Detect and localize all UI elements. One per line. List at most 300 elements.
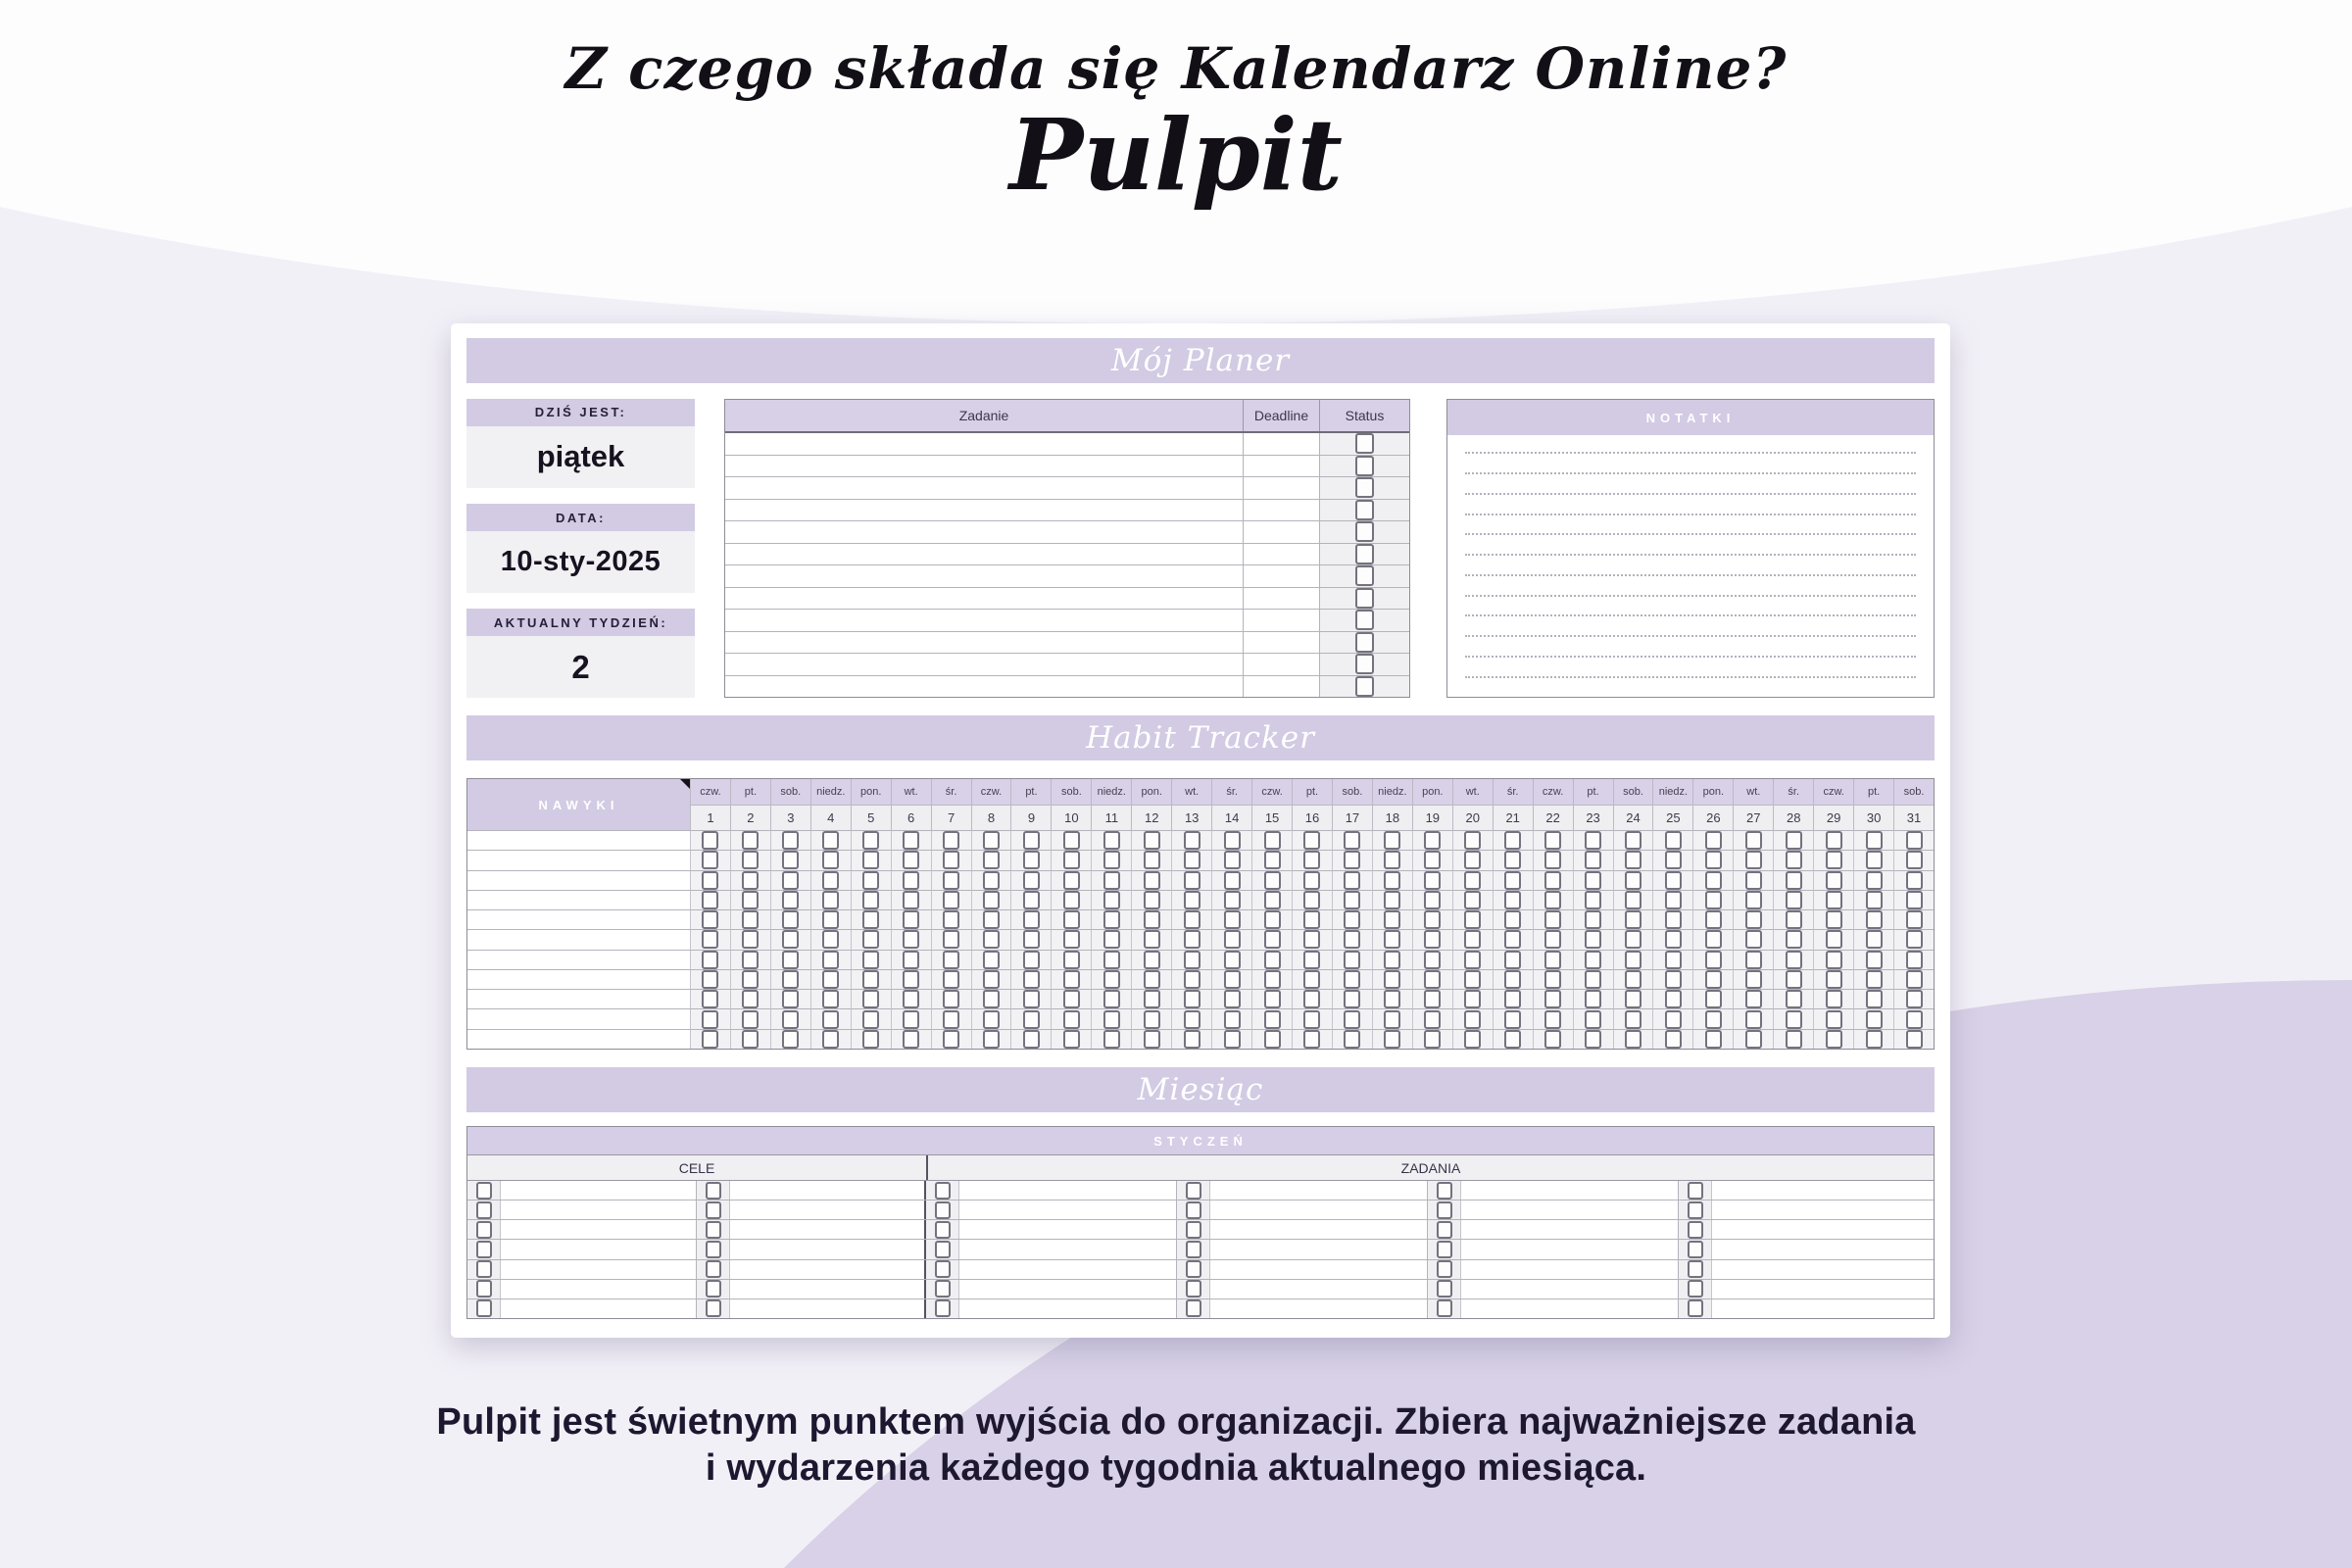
habit-checkbox[interactable] xyxy=(1705,1010,1722,1029)
habit-checkbox[interactable] xyxy=(1063,1010,1080,1029)
habit-checkbox[interactable] xyxy=(1424,951,1441,969)
habit-checkbox[interactable] xyxy=(1184,930,1200,949)
habit-checkbox[interactable] xyxy=(1544,951,1561,969)
habit-checkbox[interactable] xyxy=(1464,990,1481,1008)
deadline-cell[interactable] xyxy=(1243,632,1319,654)
habit-checkbox[interactable] xyxy=(1184,910,1200,929)
habit-checkbox[interactable] xyxy=(1625,970,1642,989)
habit-checkbox[interactable] xyxy=(1906,990,1923,1008)
habit-checkbox[interactable] xyxy=(1786,910,1802,929)
habit-checkbox[interactable] xyxy=(1705,910,1722,929)
habit-checkbox[interactable] xyxy=(983,990,1000,1008)
habit-checkbox[interactable] xyxy=(702,930,718,949)
habit-checkbox[interactable] xyxy=(742,951,759,969)
habit-checkbox[interactable] xyxy=(1665,1030,1682,1049)
habit-checkbox[interactable] xyxy=(1224,831,1241,850)
month-task-cell[interactable] xyxy=(959,1181,1177,1200)
habit-checkbox[interactable] xyxy=(1023,970,1040,989)
task-cell[interactable] xyxy=(725,456,1243,477)
habit-checkbox[interactable] xyxy=(702,990,718,1008)
habit-checkbox[interactable] xyxy=(1906,951,1923,969)
status-checkbox[interactable] xyxy=(1355,610,1374,630)
goal-checkbox[interactable] xyxy=(706,1221,721,1239)
habit-checkbox[interactable] xyxy=(742,970,759,989)
habit-checkbox[interactable] xyxy=(1264,970,1281,989)
habit-checkbox[interactable] xyxy=(1264,930,1281,949)
habit-checkbox[interactable] xyxy=(862,990,879,1008)
habit-checkbox[interactable] xyxy=(1384,851,1400,869)
habit-checkbox[interactable] xyxy=(983,891,1000,909)
month-task-cell[interactable] xyxy=(1210,1260,1428,1279)
habit-checkbox[interactable] xyxy=(983,910,1000,929)
habit-checkbox[interactable] xyxy=(943,891,959,909)
habit-checkbox[interactable] xyxy=(1504,990,1521,1008)
deadline-cell[interactable] xyxy=(1243,676,1319,698)
habit-checkbox[interactable] xyxy=(1184,871,1200,890)
habit-checkbox[interactable] xyxy=(1344,910,1360,929)
month-task-cell[interactable] xyxy=(1461,1260,1679,1279)
habit-checkbox[interactable] xyxy=(742,831,759,850)
habit-checkbox[interactable] xyxy=(822,891,839,909)
month-task-checkbox[interactable] xyxy=(1186,1260,1201,1278)
goal-cell[interactable] xyxy=(501,1220,697,1239)
habit-checkbox[interactable] xyxy=(742,891,759,909)
goal-cell[interactable] xyxy=(501,1260,697,1279)
habit-checkbox[interactable] xyxy=(1504,891,1521,909)
habit-checkbox[interactable] xyxy=(1424,970,1441,989)
habit-checkbox[interactable] xyxy=(702,871,718,890)
month-task-checkbox[interactable] xyxy=(1437,1260,1452,1278)
habit-checkbox[interactable] xyxy=(1424,1030,1441,1049)
habit-checkbox[interactable] xyxy=(943,831,959,850)
habit-checkbox[interactable] xyxy=(1544,970,1561,989)
habit-checkbox[interactable] xyxy=(1786,871,1802,890)
habit-checkbox[interactable] xyxy=(1103,990,1120,1008)
habit-checkbox[interactable] xyxy=(1023,871,1040,890)
habit-checkbox[interactable] xyxy=(1906,831,1923,850)
month-task-checkbox[interactable] xyxy=(935,1201,951,1219)
goal-cell[interactable] xyxy=(730,1240,926,1258)
habit-checkbox[interactable] xyxy=(1544,871,1561,890)
habit-checkbox[interactable] xyxy=(1504,871,1521,890)
deadline-cell[interactable] xyxy=(1243,477,1319,499)
month-task-cell[interactable] xyxy=(959,1260,1177,1279)
habit-checkbox[interactable] xyxy=(1144,910,1160,929)
habit-checkbox[interactable] xyxy=(1705,930,1722,949)
habit-checkbox[interactable] xyxy=(1063,851,1080,869)
habit-checkbox[interactable] xyxy=(1384,910,1400,929)
habit-checkbox[interactable] xyxy=(983,970,1000,989)
habit-checkbox[interactable] xyxy=(1464,871,1481,890)
habit-checkbox[interactable] xyxy=(1384,951,1400,969)
habit-checkbox[interactable] xyxy=(1544,1010,1561,1029)
month-task-cell[interactable] xyxy=(1461,1220,1679,1239)
habit-checkbox[interactable] xyxy=(782,1030,799,1049)
habit-checkbox[interactable] xyxy=(903,990,919,1008)
habit-checkbox[interactable] xyxy=(1585,891,1601,909)
task-cell[interactable] xyxy=(725,521,1243,543)
notes-body[interactable] xyxy=(1447,435,1934,697)
status-checkbox[interactable] xyxy=(1355,565,1374,586)
month-task-checkbox[interactable] xyxy=(1688,1201,1703,1219)
habit-checkbox[interactable] xyxy=(1103,1010,1120,1029)
habit-checkbox[interactable] xyxy=(1063,831,1080,850)
habit-checkbox[interactable] xyxy=(862,970,879,989)
habit-checkbox[interactable] xyxy=(1303,1030,1320,1049)
habit-checkbox[interactable] xyxy=(822,930,839,949)
habit-checkbox[interactable] xyxy=(1103,970,1120,989)
habit-checkbox[interactable] xyxy=(822,871,839,890)
habit-checkbox[interactable] xyxy=(1023,1030,1040,1049)
habit-checkbox[interactable] xyxy=(1826,951,1842,969)
habit-name-cell[interactable] xyxy=(467,969,690,989)
goal-checkbox[interactable] xyxy=(476,1280,492,1298)
habit-checkbox[interactable] xyxy=(742,871,759,890)
habit-checkbox[interactable] xyxy=(1665,970,1682,989)
habit-checkbox[interactable] xyxy=(1745,831,1762,850)
habit-checkbox[interactable] xyxy=(1224,871,1241,890)
habit-name-cell[interactable] xyxy=(467,950,690,969)
habit-checkbox[interactable] xyxy=(1585,990,1601,1008)
month-task-checkbox[interactable] xyxy=(1186,1241,1201,1258)
habit-checkbox[interactable] xyxy=(1303,990,1320,1008)
habit-checkbox[interactable] xyxy=(1866,910,1883,929)
habit-name-cell[interactable] xyxy=(467,909,690,929)
habit-checkbox[interactable] xyxy=(1184,851,1200,869)
habit-name-cell[interactable] xyxy=(467,830,690,850)
deadline-cell[interactable] xyxy=(1243,500,1319,521)
habit-checkbox[interactable] xyxy=(1103,871,1120,890)
habit-checkbox[interactable] xyxy=(1786,930,1802,949)
habit-checkbox[interactable] xyxy=(1103,951,1120,969)
habit-name-cell[interactable] xyxy=(467,850,690,869)
habit-checkbox[interactable] xyxy=(1023,910,1040,929)
habit-checkbox[interactable] xyxy=(1344,951,1360,969)
status-checkbox[interactable] xyxy=(1355,477,1374,498)
habit-checkbox[interactable] xyxy=(1745,851,1762,869)
habit-checkbox[interactable] xyxy=(1866,970,1883,989)
deadline-cell[interactable] xyxy=(1243,588,1319,610)
month-task-cell[interactable] xyxy=(959,1220,1177,1239)
habit-checkbox[interactable] xyxy=(742,851,759,869)
habit-checkbox[interactable] xyxy=(862,1030,879,1049)
habit-checkbox[interactable] xyxy=(1585,930,1601,949)
habit-checkbox[interactable] xyxy=(1103,891,1120,909)
month-task-checkbox[interactable] xyxy=(1437,1201,1452,1219)
habit-checkbox[interactable] xyxy=(1303,871,1320,890)
habit-checkbox[interactable] xyxy=(1023,930,1040,949)
habit-checkbox[interactable] xyxy=(1705,990,1722,1008)
habit-checkbox[interactable] xyxy=(1224,951,1241,969)
habit-checkbox[interactable] xyxy=(1023,951,1040,969)
month-task-cell[interactable] xyxy=(1210,1280,1428,1298)
habit-checkbox[interactable] xyxy=(1224,930,1241,949)
goal-cell[interactable] xyxy=(730,1280,926,1298)
habit-checkbox[interactable] xyxy=(943,970,959,989)
habit-checkbox[interactable] xyxy=(1906,1010,1923,1029)
goal-cell[interactable] xyxy=(730,1181,926,1200)
habit-checkbox[interactable] xyxy=(1264,891,1281,909)
habit-checkbox[interactable] xyxy=(1906,1030,1923,1049)
habit-checkbox[interactable] xyxy=(1665,891,1682,909)
habit-checkbox[interactable] xyxy=(1826,1030,1842,1049)
task-cell[interactable] xyxy=(725,588,1243,610)
habit-checkbox[interactable] xyxy=(782,1010,799,1029)
habit-checkbox[interactable] xyxy=(1544,831,1561,850)
habit-checkbox[interactable] xyxy=(862,851,879,869)
habit-checkbox[interactable] xyxy=(862,831,879,850)
habit-checkbox[interactable] xyxy=(1023,891,1040,909)
habit-checkbox[interactable] xyxy=(943,1010,959,1029)
month-task-cell[interactable] xyxy=(1461,1280,1679,1298)
habit-checkbox[interactable] xyxy=(1303,910,1320,929)
habit-checkbox[interactable] xyxy=(1144,951,1160,969)
deadline-cell[interactable] xyxy=(1243,565,1319,587)
habit-checkbox[interactable] xyxy=(1464,891,1481,909)
habit-checkbox[interactable] xyxy=(702,970,718,989)
habit-checkbox[interactable] xyxy=(1344,970,1360,989)
habit-checkbox[interactable] xyxy=(1063,891,1080,909)
goal-checkbox[interactable] xyxy=(476,1201,492,1219)
month-task-checkbox[interactable] xyxy=(1688,1182,1703,1200)
habit-checkbox[interactable] xyxy=(1544,910,1561,929)
habit-checkbox[interactable] xyxy=(1184,970,1200,989)
habit-checkbox[interactable] xyxy=(1826,891,1842,909)
habit-checkbox[interactable] xyxy=(702,891,718,909)
habit-checkbox[interactable] xyxy=(903,851,919,869)
habit-checkbox[interactable] xyxy=(1303,891,1320,909)
habit-checkbox[interactable] xyxy=(1585,871,1601,890)
habit-checkbox[interactable] xyxy=(1464,851,1481,869)
status-checkbox[interactable] xyxy=(1355,521,1374,542)
habit-checkbox[interactable] xyxy=(1866,871,1883,890)
habit-checkbox[interactable] xyxy=(782,951,799,969)
task-cell[interactable] xyxy=(725,654,1243,675)
habit-checkbox[interactable] xyxy=(1625,910,1642,929)
habit-checkbox[interactable] xyxy=(1786,990,1802,1008)
month-task-cell[interactable] xyxy=(1712,1220,1934,1239)
habit-checkbox[interactable] xyxy=(1625,1010,1642,1029)
habit-checkbox[interactable] xyxy=(1705,951,1722,969)
goal-cell[interactable] xyxy=(501,1280,697,1298)
habit-checkbox[interactable] xyxy=(1665,910,1682,929)
month-task-cell[interactable] xyxy=(1210,1181,1428,1200)
habit-checkbox[interactable] xyxy=(1866,951,1883,969)
month-task-checkbox[interactable] xyxy=(1688,1280,1703,1298)
habit-checkbox[interactable] xyxy=(943,930,959,949)
month-task-cell[interactable] xyxy=(1461,1181,1679,1200)
habit-checkbox[interactable] xyxy=(1424,990,1441,1008)
habit-checkbox[interactable] xyxy=(1665,1010,1682,1029)
habit-checkbox[interactable] xyxy=(1745,891,1762,909)
habit-checkbox[interactable] xyxy=(1103,831,1120,850)
habit-checkbox[interactable] xyxy=(1504,1030,1521,1049)
habit-checkbox[interactable] xyxy=(1144,891,1160,909)
habit-checkbox[interactable] xyxy=(782,930,799,949)
habit-checkbox[interactable] xyxy=(782,831,799,850)
habit-checkbox[interactable] xyxy=(943,990,959,1008)
habit-checkbox[interactable] xyxy=(903,910,919,929)
habit-checkbox[interactable] xyxy=(983,871,1000,890)
habit-checkbox[interactable] xyxy=(1384,871,1400,890)
habit-checkbox[interactable] xyxy=(1625,1030,1642,1049)
habit-checkbox[interactable] xyxy=(862,951,879,969)
habit-checkbox[interactable] xyxy=(1184,891,1200,909)
habit-checkbox[interactable] xyxy=(1504,951,1521,969)
month-task-cell[interactable] xyxy=(1461,1299,1679,1318)
habit-checkbox[interactable] xyxy=(1826,851,1842,869)
habit-checkbox[interactable] xyxy=(1705,1030,1722,1049)
habit-checkbox[interactable] xyxy=(1544,891,1561,909)
habit-checkbox[interactable] xyxy=(1144,1030,1160,1049)
goal-cell[interactable] xyxy=(501,1200,697,1219)
status-checkbox[interactable] xyxy=(1355,456,1374,476)
habit-checkbox[interactable] xyxy=(903,930,919,949)
habit-checkbox[interactable] xyxy=(782,970,799,989)
habit-checkbox[interactable] xyxy=(1786,970,1802,989)
habit-checkbox[interactable] xyxy=(1144,970,1160,989)
habit-checkbox[interactable] xyxy=(1504,930,1521,949)
habit-checkbox[interactable] xyxy=(1264,851,1281,869)
habit-checkbox[interactable] xyxy=(1705,851,1722,869)
habit-checkbox[interactable] xyxy=(1063,871,1080,890)
habit-name-cell[interactable] xyxy=(467,890,690,909)
habit-checkbox[interactable] xyxy=(1866,930,1883,949)
month-task-cell[interactable] xyxy=(959,1240,1177,1258)
habit-checkbox[interactable] xyxy=(1384,1030,1400,1049)
habit-checkbox[interactable] xyxy=(1745,930,1762,949)
month-task-checkbox[interactable] xyxy=(1186,1299,1201,1317)
habit-checkbox[interactable] xyxy=(702,1010,718,1029)
habit-checkbox[interactable] xyxy=(1184,1030,1200,1049)
habit-checkbox[interactable] xyxy=(862,871,879,890)
habit-checkbox[interactable] xyxy=(1224,990,1241,1008)
habit-checkbox[interactable] xyxy=(1544,930,1561,949)
habit-checkbox[interactable] xyxy=(1906,891,1923,909)
month-task-checkbox[interactable] xyxy=(1688,1299,1703,1317)
status-checkbox[interactable] xyxy=(1355,676,1374,697)
status-checkbox[interactable] xyxy=(1355,588,1374,609)
habit-checkbox[interactable] xyxy=(822,831,839,850)
habit-checkbox[interactable] xyxy=(1384,831,1400,850)
habit-checkbox[interactable] xyxy=(1264,1030,1281,1049)
habit-checkbox[interactable] xyxy=(1224,851,1241,869)
habit-checkbox[interactable] xyxy=(1303,1010,1320,1029)
task-cell[interactable] xyxy=(725,500,1243,521)
month-task-checkbox[interactable] xyxy=(935,1260,951,1278)
habit-checkbox[interactable] xyxy=(1866,990,1883,1008)
habit-checkbox[interactable] xyxy=(1464,910,1481,929)
status-checkbox[interactable] xyxy=(1355,544,1374,564)
habit-checkbox[interactable] xyxy=(983,930,1000,949)
habit-checkbox[interactable] xyxy=(1745,871,1762,890)
month-task-checkbox[interactable] xyxy=(935,1182,951,1200)
habit-checkbox[interactable] xyxy=(1585,910,1601,929)
month-task-cell[interactable] xyxy=(1712,1280,1934,1298)
habit-checkbox[interactable] xyxy=(1303,930,1320,949)
month-task-cell[interactable] xyxy=(1461,1240,1679,1258)
habit-checkbox[interactable] xyxy=(822,910,839,929)
deadline-cell[interactable] xyxy=(1243,610,1319,631)
habit-checkbox[interactable] xyxy=(1103,1030,1120,1049)
month-task-cell[interactable] xyxy=(1210,1200,1428,1219)
habit-checkbox[interactable] xyxy=(1464,831,1481,850)
habit-checkbox[interactable] xyxy=(1665,831,1682,850)
habit-checkbox[interactable] xyxy=(1303,851,1320,869)
habit-checkbox[interactable] xyxy=(1906,930,1923,949)
habit-checkbox[interactable] xyxy=(1303,970,1320,989)
goal-checkbox[interactable] xyxy=(706,1241,721,1258)
month-task-checkbox[interactable] xyxy=(935,1221,951,1239)
month-task-checkbox[interactable] xyxy=(1437,1241,1452,1258)
habit-checkbox[interactable] xyxy=(983,831,1000,850)
habit-checkbox[interactable] xyxy=(1826,910,1842,929)
habit-checkbox[interactable] xyxy=(862,910,879,929)
habit-checkbox[interactable] xyxy=(1585,1010,1601,1029)
task-cell[interactable] xyxy=(725,610,1243,631)
task-cell[interactable] xyxy=(725,565,1243,587)
habit-checkbox[interactable] xyxy=(822,970,839,989)
habit-checkbox[interactable] xyxy=(1184,1010,1200,1029)
habit-checkbox[interactable] xyxy=(1464,930,1481,949)
month-task-checkbox[interactable] xyxy=(1437,1182,1452,1200)
habit-checkbox[interactable] xyxy=(983,1010,1000,1029)
habit-checkbox[interactable] xyxy=(702,951,718,969)
month-task-checkbox[interactable] xyxy=(935,1299,951,1317)
habit-name-cell[interactable] xyxy=(467,1029,690,1049)
habit-checkbox[interactable] xyxy=(1344,1030,1360,1049)
month-task-checkbox[interactable] xyxy=(1186,1221,1201,1239)
habit-checkbox[interactable] xyxy=(943,951,959,969)
habit-checkbox[interactable] xyxy=(903,871,919,890)
habit-checkbox[interactable] xyxy=(862,930,879,949)
habit-checkbox[interactable] xyxy=(822,990,839,1008)
goal-cell[interactable] xyxy=(730,1299,926,1318)
habit-checkbox[interactable] xyxy=(903,1030,919,1049)
habit-checkbox[interactable] xyxy=(1745,970,1762,989)
habit-checkbox[interactable] xyxy=(1826,831,1842,850)
habit-checkbox[interactable] xyxy=(1264,910,1281,929)
habit-checkbox[interactable] xyxy=(1585,951,1601,969)
habit-checkbox[interactable] xyxy=(1344,851,1360,869)
month-task-checkbox[interactable] xyxy=(1186,1280,1201,1298)
habit-checkbox[interactable] xyxy=(1906,910,1923,929)
habit-checkbox[interactable] xyxy=(1424,910,1441,929)
habit-name-cell[interactable] xyxy=(467,870,690,890)
habit-checkbox[interactable] xyxy=(1745,951,1762,969)
status-checkbox[interactable] xyxy=(1355,654,1374,674)
month-task-checkbox[interactable] xyxy=(1186,1201,1201,1219)
habit-checkbox[interactable] xyxy=(1184,951,1200,969)
goal-cell[interactable] xyxy=(501,1181,697,1200)
habit-checkbox[interactable] xyxy=(1585,851,1601,869)
habit-checkbox[interactable] xyxy=(1544,1030,1561,1049)
habit-checkbox[interactable] xyxy=(1625,930,1642,949)
habit-checkbox[interactable] xyxy=(1184,990,1200,1008)
habit-checkbox[interactable] xyxy=(1144,990,1160,1008)
habit-checkbox[interactable] xyxy=(1786,891,1802,909)
month-task-checkbox[interactable] xyxy=(935,1241,951,1258)
habit-checkbox[interactable] xyxy=(862,1010,879,1029)
habit-checkbox[interactable] xyxy=(1023,851,1040,869)
habit-checkbox[interactable] xyxy=(1906,970,1923,989)
habit-checkbox[interactable] xyxy=(943,851,959,869)
habit-checkbox[interactable] xyxy=(1384,930,1400,949)
month-task-checkbox[interactable] xyxy=(1688,1241,1703,1258)
habit-checkbox[interactable] xyxy=(1344,891,1360,909)
habit-checkbox[interactable] xyxy=(983,851,1000,869)
habit-checkbox[interactable] xyxy=(943,1030,959,1049)
